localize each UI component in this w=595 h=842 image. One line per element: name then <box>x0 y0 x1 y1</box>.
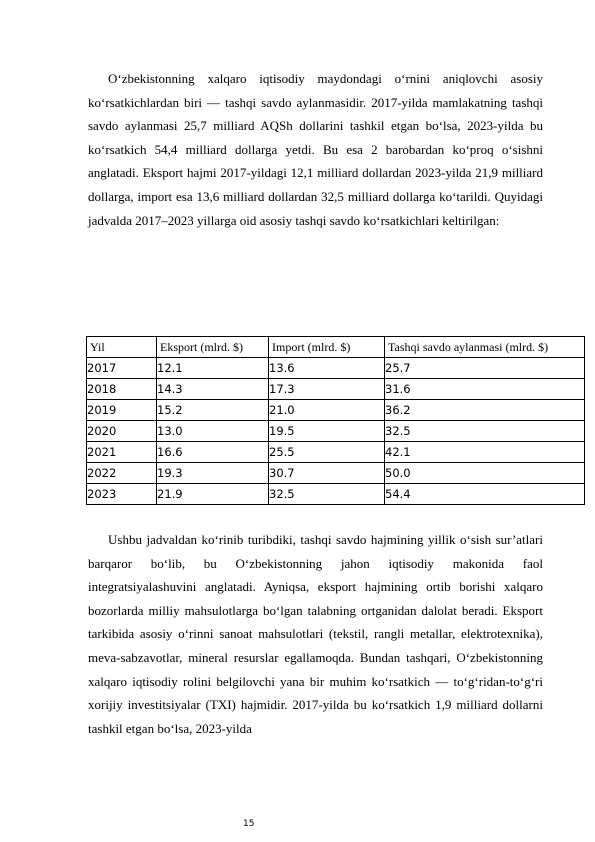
intro-paragraph: O‘zbekistonning xalqaro iqtisodiy maydondagi o‘rnini aniqlovchi asosiy ko‘rsatkichlardan biri — tashqi savdo aylanmasidir. 2017-yilda mamlakatning tashqi savdo aylanmasi 25,7 milliard AQSh dollarini tashkil etgan bo‘lsa, 2023-yilda bu ko‘rsatkich 54,4 milliard dollarga yetdi. Bu esa 2 barobardan ko‘proq o‘sishni anglatadi. Eksport hajmi 2017-yildagi 12,1 milliard dollardan 2023-yilda 21,9 milliard dollarga, import esa 13,6 milliard dollardan 32,5 milliard dollarga ko‘tarildi. Quyidagi jadvalda 2017–2023 yillarga oid asosiy tashqi savdo ko‘rsatkichlari keltirilgan: <box>88 71 543 228</box>
header-export: Eksport (mlrd. $) <box>157 337 269 358</box>
cell-year: 2019 <box>87 400 157 421</box>
table-row <box>87 421 585 442</box>
cell-export: 12.1 <box>157 358 269 379</box>
cell-turnover: 50.0 <box>385 463 585 484</box>
table-row <box>87 400 585 421</box>
cell-turnover: 36.2 <box>385 400 585 421</box>
table-row <box>87 358 585 379</box>
cell-year: 2023 <box>87 484 157 505</box>
analysis-paragraph: Ushbu jadvaldan ko‘rinib turibdiki, tashqi savdo hajmining yillik o‘sish sur’atlari barqaror bo‘lib, bu O‘zbekistonning jahon iqtisodiy makonida faol integratsiyalashuvini anglatadi. Ayniqsa, eksport hajmining ortib borishi xalqaro bozorlarda milliy mahsulotlarga bo‘lgan talabning ortganidan dalolat beradi. Eksport tarkibida asosiy o‘rinni sanoat mahsulotlari (tekstil, rangli metallar, elektrotexnika), meva-sabzavotlar, mineral resurslar egallamoqda. Bundan tashqari, O‘zbekistonning xalqaro iqtisodiy rolini belgilovchi yana bir muhim ko‘rsatkich — to‘g‘ridan-to‘g‘ri xorijiy investitsiyalar (TXI) hajmidir. 2017-yilda bu ko‘rsatkich 1,9 milliard dollarni tashkil etgan bo‘lsa, 2023-yilda <box>88 532 543 736</box>
cell-export: 19.3 <box>157 463 269 484</box>
cell-turnover: 32.5 <box>385 421 585 442</box>
cell-turnover: 31.6 <box>385 379 585 400</box>
cell-import: 30.7 <box>269 463 385 484</box>
cell-export: 15.2 <box>157 400 269 421</box>
header-turnover: Tashqi savdo aylanmasi (mlrd. $) <box>385 337 585 358</box>
trade-table <box>86 336 585 505</box>
cell-turnover: 54.4 <box>385 484 585 505</box>
table-row <box>87 463 585 484</box>
page-number: 15 <box>243 819 255 829</box>
cell-import: 32.5 <box>269 484 385 505</box>
cell-import: 13.6 <box>269 358 385 379</box>
cell-import: 21.0 <box>269 400 385 421</box>
cell-import: 17.3 <box>269 379 385 400</box>
table-header-row <box>87 337 585 358</box>
cell-year: 2017 <box>87 358 157 379</box>
cell-export: 21.9 <box>157 484 269 505</box>
cell-year: 2020 <box>87 421 157 442</box>
cell-export: 14.3 <box>157 379 269 400</box>
cell-turnover: 25.7 <box>385 358 585 379</box>
table-row <box>87 484 585 505</box>
cell-import: 25.5 <box>269 442 385 463</box>
cell-year: 2022 <box>87 463 157 484</box>
header-year: Yil <box>87 337 157 358</box>
table-row <box>87 379 585 400</box>
table-row <box>87 442 585 463</box>
cell-turnover: 42.1 <box>385 442 585 463</box>
header-import: Import (mlrd. $) <box>269 337 385 358</box>
cell-export: 13.0 <box>157 421 269 442</box>
cell-import: 19.5 <box>269 421 385 442</box>
cell-year: 2021 <box>87 442 157 463</box>
cell-export: 16.6 <box>157 442 269 463</box>
cell-year: 2018 <box>87 379 157 400</box>
